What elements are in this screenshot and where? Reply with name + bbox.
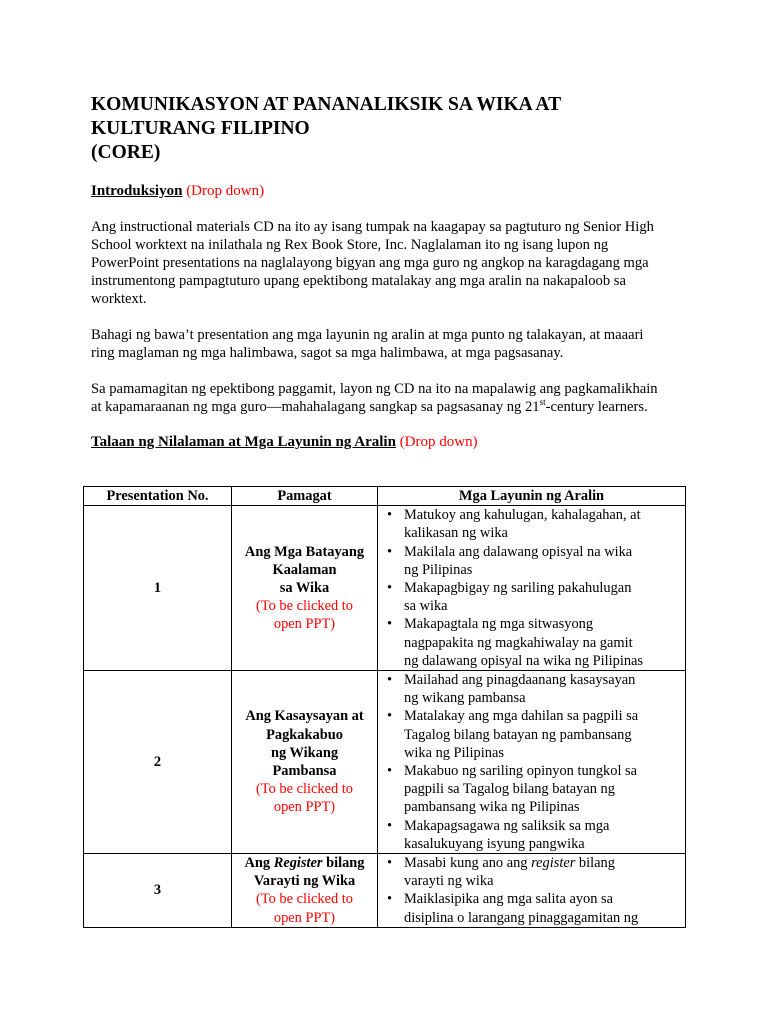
objective-text: kasalukuyang isyung pangwika — [404, 835, 585, 852]
objective-text: nagpapakita ng magkahiwalay na gamit — [404, 634, 633, 651]
objective-text: ng Pilipinas — [404, 561, 473, 578]
table-row — [84, 671, 686, 854]
objective-text: • Makapagbigay ng sariling pakahulugan — [404, 580, 632, 597]
objective-text: • Makilala ang dalawang opisyal na wika — [404, 543, 633, 560]
paragraph-line: instrumentong pampagtuturo upang epektibong matalakay ang mga aralin na nakapaloob sa — [91, 273, 626, 289]
intro-paragraph-3 — [91, 380, 691, 416]
objective-text: • Mailahad ang pinagdaanang kasaysayan — [404, 672, 636, 689]
list-item — [378, 854, 685, 890]
objective-fragment: Masabi kung ano ang — [404, 855, 532, 872]
paragraph-text: at kapamaraanan ng mga guro—mahahalagang sangkap sa pagsasanay ng 21 — [91, 399, 540, 415]
table-row — [84, 854, 686, 928]
list-item — [378, 762, 685, 817]
paragraph-line: ring maglaman ng mga halimbawa, sagot sa mga halimbawa, at mga pagsasanay. — [91, 345, 564, 361]
objective-text: ng wikang pambansa — [404, 690, 526, 707]
presentation-title-cell — [232, 671, 378, 854]
paragraph-line — [91, 398, 691, 416]
toc-heading-label: Talaan ng Nilalaman at Mga Layunin ng Aralin — [91, 434, 396, 450]
objective-text: sa wika — [404, 598, 448, 615]
objective-text: varayti ng wika — [404, 873, 494, 890]
presentation-title: Ang Kasaysayan at — [245, 708, 364, 725]
objective-text: pagpili sa Tagalog bilang batayan ng — [404, 781, 615, 798]
paragraph-line: School worktext na inilathala ng Rex Book Store, Inc. Naglalaman ito ng isang lupon ng — [91, 237, 609, 253]
objective-text: wika ng Pilipinas — [404, 744, 504, 761]
objective-fragment: bilang — [575, 855, 615, 872]
objective-text: pambansang wika ng Pilipinas — [404, 799, 580, 816]
open-ppt-link[interactable]: open PPT) — [273, 616, 336, 633]
presentation-title: Pambansa — [272, 763, 337, 780]
presentation-title-cell — [232, 506, 378, 671]
paragraph-text: -century learners. — [545, 399, 648, 415]
list-item — [378, 579, 685, 615]
paragraph-line: PowerPoint presentations na naglalayong bigyan ang mga guro ng angkop na karagdagang mga — [91, 255, 649, 271]
open-ppt-link[interactable]: (To be clicked to — [256, 891, 353, 908]
list-item — [378, 506, 685, 542]
objective-text — [404, 854, 685, 872]
objective-text: • Matalakay ang mga dahilan sa pagpili sa — [404, 708, 639, 725]
objective-text: • Maiklasipika ang mga salita ayon sa — [404, 891, 614, 908]
objective-text: • Makabuo ng sariling opinyon tungkol sa — [404, 763, 638, 780]
list-item — [378, 890, 685, 926]
column-header: Pamagat — [232, 487, 378, 506]
title-line: KOMUNIKASYON AT PANANALIKSIK SA WIKA AT — [91, 94, 562, 115]
paragraph-line: worktext. — [91, 291, 147, 307]
objective-text: Tagalog bilang batayan ng pambansang — [404, 726, 632, 743]
presentation-title — [232, 854, 377, 872]
intro-paragraph-2 — [91, 326, 691, 362]
objective-text: ng dalawang opisyal na wika ng Pilipinas — [404, 652, 644, 669]
title-text: Ang — [244, 855, 274, 872]
title-text: bilang — [322, 855, 365, 872]
open-ppt-link[interactable]: open PPT) — [273, 799, 336, 816]
table-header-row — [84, 487, 686, 506]
presentation-title: Pagkakabuo — [266, 726, 343, 743]
objective-text: • Makapagsagawa ng saliksik sa mga — [404, 817, 610, 834]
presentation-title: Varayti ng Wika — [253, 873, 356, 890]
objective-text: • Matukoy ang kahulugan, kahalagahan, at — [404, 507, 641, 524]
intro-heading — [91, 182, 264, 200]
objectives-table — [83, 486, 686, 928]
presentation-title-cell — [232, 854, 378, 928]
presentation-title: Ang Mga Batayang — [244, 543, 365, 560]
toc-dropdown-link[interactable]: (Drop down) — [399, 434, 478, 450]
intro-dropdown-link[interactable]: (Drop down) — [186, 183, 265, 199]
presentation-title: ng Wikang — [270, 744, 339, 761]
objectives-cell — [378, 854, 686, 928]
document-title — [91, 93, 711, 165]
open-ppt-link[interactable]: open PPT) — [273, 909, 336, 926]
open-ppt-link[interactable]: (To be clicked to — [256, 781, 353, 798]
list-item — [378, 671, 685, 707]
intro-heading-label: Introduksiyon — [91, 183, 183, 199]
presentation-number: 1 — [84, 506, 232, 671]
objectives-cell — [378, 671, 686, 854]
title-emphasis: Register — [273, 855, 323, 872]
title-line: KULTURANG FILIPINO — [91, 118, 310, 139]
objective-emphasis: register — [531, 855, 576, 872]
list-item — [378, 817, 685, 853]
list-item — [378, 543, 685, 579]
paragraph-line: Sa pamamagitan ng epektibong paggamit, layon ng CD na ito na mapalawig ang pagkamalikhain — [91, 381, 658, 397]
presentation-title: Kaalaman — [272, 561, 337, 578]
superscript: st — [539, 397, 546, 408]
paragraph-line: Ang instructional materials CD na ito ay isang tumpak na kaagapay sa pagtuturo ng Senior High — [91, 219, 654, 235]
open-ppt-link[interactable]: (To be clicked to — [256, 598, 353, 615]
paragraph-line: Bahagi ng bawa’t presentation ang mga layunin ng aralin at mga punto ng talakayan, at maaari — [91, 327, 644, 343]
list-item — [378, 615, 685, 670]
presentation-number: 3 — [84, 854, 232, 928]
table-row — [84, 506, 686, 671]
presentation-title: sa Wika — [279, 580, 330, 597]
column-header: Mga Layunin ng Aralin — [378, 487, 686, 506]
column-header: Presentation No. — [84, 487, 232, 506]
title-line: (CORE) — [91, 142, 161, 163]
presentation-number: 2 — [84, 671, 232, 854]
intro-paragraph-1 — [91, 218, 691, 308]
objective-text: • Makapagtala ng mga sitwasyong — [404, 616, 594, 633]
objective-text: kalikasan ng wika — [404, 525, 508, 542]
objectives-cell — [378, 506, 686, 671]
list-item — [378, 707, 685, 762]
toc-heading — [91, 433, 478, 451]
objective-text: disiplina o larangang pinaggagamitan ng — [404, 909, 639, 926]
